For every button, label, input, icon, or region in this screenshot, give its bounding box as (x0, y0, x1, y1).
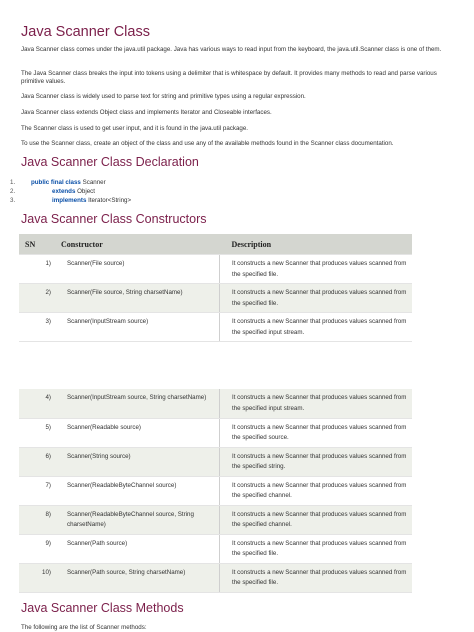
row-sn: 3) (19, 313, 61, 342)
row-constructor: Scanner(ReadableByteChannel source, String charsetName) (61, 505, 220, 534)
row-description: It constructs a new Scanner that produces values scanned from the specified string. (220, 447, 413, 476)
row-sn: 8) (19, 505, 61, 534)
row-constructor: Scanner(InputStream source) (61, 313, 220, 342)
table-row (19, 418, 412, 447)
row-sn: 5) (19, 418, 61, 447)
line-number: 1. (10, 179, 16, 186)
table-row (19, 505, 412, 534)
row-constructor: Scanner(Readable source) (61, 418, 220, 447)
row-constructor: Scanner(Path source, String charsetName) (61, 563, 220, 592)
intro-paragraph-6: To use the Scanner class, create an object of the class and use any of the available methods found in the Scanner class documentation. (21, 140, 394, 147)
declaration-heading: Java Scanner Class Declaration (21, 155, 199, 169)
code-keyword: public final class (31, 179, 81, 186)
code-keyword: extends (52, 188, 76, 195)
code-keyword: implements (52, 197, 87, 204)
table-row (19, 389, 412, 418)
row-sn: 10) (19, 563, 61, 592)
header-constructor: Constructor (61, 234, 220, 255)
row-constructor: Scanner(Path source) (61, 534, 220, 563)
row-sn: 9) (19, 534, 61, 563)
table-row (19, 255, 412, 284)
intro-paragraph-1: Java Scanner class comes under the java.util package. Java has various ways to read input from the keyboard, the java.util.Scanner class is one of them. (21, 46, 442, 53)
table-row (19, 284, 412, 313)
code-line (10, 187, 131, 196)
constructors-table-part-1 (19, 234, 412, 342)
table-row (19, 476, 412, 505)
row-constructor: Scanner(InputStream source, String charsetName) (61, 389, 220, 418)
intro-paragraph-4: Java Scanner class extends Object class and implements Iterator and Closeable interfaces. (21, 109, 272, 116)
methods-intro: The following are the list of Scanner methods: (21, 624, 147, 631)
table-row (19, 313, 412, 342)
code-text: Iterator<String> (86, 197, 132, 204)
constructors-table-part-2 (19, 389, 412, 593)
row-constructor: Scanner(File source) (61, 255, 220, 284)
table-row (19, 563, 412, 592)
header-description: Description (220, 234, 413, 255)
row-description: It constructs a new Scanner that produces values scanned from the specified file. (220, 534, 413, 563)
row-description: It constructs a new Scanner that produces values scanned from the specified source. (220, 418, 413, 447)
row-sn: 2) (19, 284, 61, 313)
row-constructor: Scanner(File source, String charsetName) (61, 284, 220, 313)
code-line (10, 196, 131, 205)
row-sn: 4) (19, 389, 61, 418)
table-row (19, 447, 412, 476)
code-text: Object (75, 188, 95, 195)
page-title: Java Scanner Class (21, 24, 150, 40)
row-description: It constructs a new Scanner that produces values scanned from the specified channel. (220, 476, 413, 505)
row-sn: 7) (19, 476, 61, 505)
code-text: Scanner (80, 179, 106, 186)
line-number: 3. (10, 197, 16, 204)
code-line (10, 178, 131, 187)
intro-paragraph-3: Java Scanner class is widely used to parse text for string and primitive types using a regular expression. (21, 93, 306, 100)
intro-paragraph-5: The Scanner class is used to get user input, and it is found in the java.util package. (21, 125, 249, 132)
row-description: It constructs a new Scanner that produces values scanned from the specified input stream. (220, 313, 413, 342)
methods-heading: Java Scanner Class Methods (21, 601, 184, 615)
row-sn: 1) (19, 255, 61, 284)
table-header-row (19, 234, 412, 255)
header-sn: SN (19, 234, 61, 255)
intro-paragraph-2: The Java Scanner class breaks the input into tokens using a delimiter that is whitespace by default. It provides many methods to read and parse various primitive values. (21, 70, 437, 85)
row-constructor: Scanner(String source) (61, 447, 220, 476)
row-description: It constructs a new Scanner that produces values scanned from the specified channel. (220, 505, 413, 534)
row-description: It constructs a new Scanner that produces values scanned from the specified input stream. (220, 389, 413, 418)
constructors-heading: Java Scanner Class Constructors (21, 212, 207, 226)
row-sn: 6) (19, 447, 61, 476)
row-description: It constructs a new Scanner that produces values scanned from the specified file. (220, 563, 413, 592)
row-description: It constructs a new Scanner that produces values scanned from the specified file. (220, 284, 413, 313)
declaration-code (10, 178, 131, 205)
row-constructor: Scanner(ReadableByteChannel source) (61, 476, 220, 505)
table-row (19, 534, 412, 563)
line-number: 2. (10, 188, 16, 195)
row-description: It constructs a new Scanner that produces values scanned from the specified file. (220, 255, 413, 284)
